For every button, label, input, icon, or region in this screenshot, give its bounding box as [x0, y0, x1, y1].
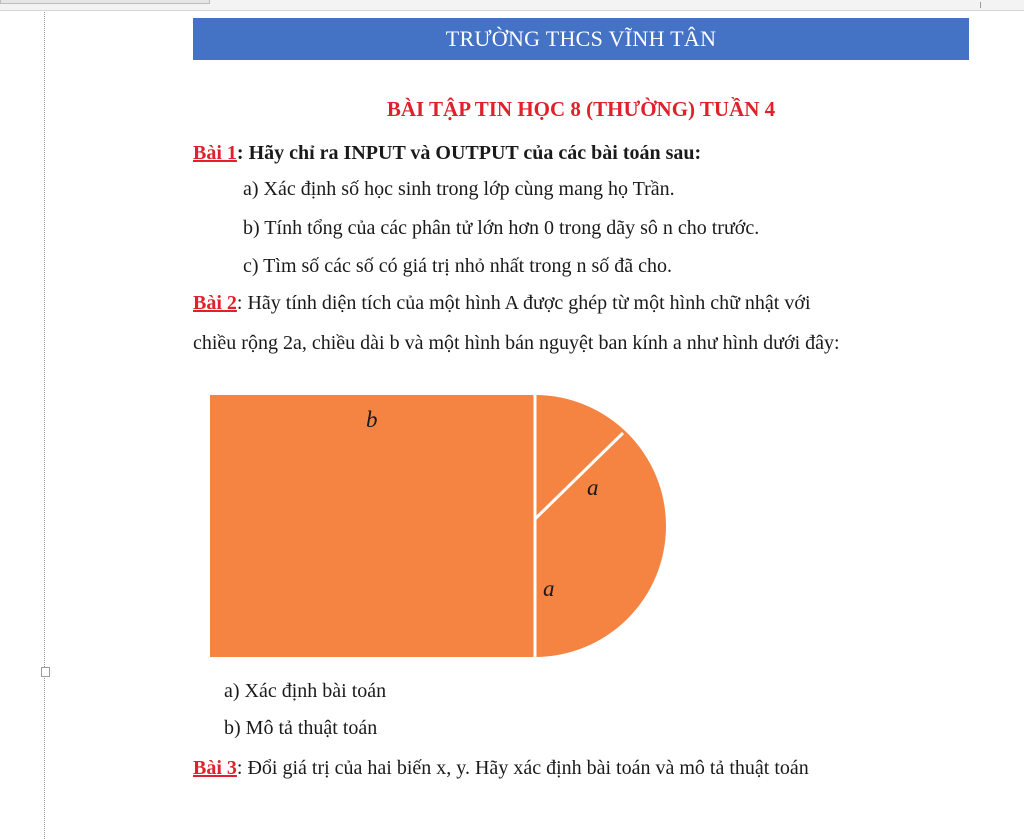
ruler-indent-marker[interactable] [0, 0, 210, 4]
bai1-label: Bài 1 [193, 142, 237, 164]
bai2-line-2: chiều rộng 2a, chiều dài b và một hình bán nguyệt ban kính a như hình dưới đây: [193, 332, 840, 354]
text-boundary-line [44, 12, 45, 839]
ruler-tick [980, 2, 981, 8]
label-b: b [366, 407, 378, 432]
bai1-item-a: a) Xác định số học sinh trong lớp cùng mang họ Trần. [243, 178, 675, 200]
composite-shape [210, 395, 666, 657]
bai1-item-b: b) Tính tổng của các phân tử lớn hơn 0 trong dãy sô n cho trước. [243, 217, 760, 239]
bai2-item-b: b) Mô tả thuật toán [224, 717, 378, 739]
page-title: BÀI TẬP TIN HỌC 8 (THƯỜNG) TUẦN 4 [386, 97, 776, 121]
bai3-line [193, 757, 809, 780]
bai3-text: : Đổi giá trị của hai biến x, y. Hãy xác định bài toán và mô tả thuật toán [236, 757, 809, 779]
bai2-line-1 [193, 292, 811, 315]
shape-figure [205, 390, 675, 665]
bai3-label: Bài 3 [193, 757, 237, 779]
bai1-item-c: c) Tìm số các số có giá trị nhỏ nhất trong n số đã cho. [243, 255, 672, 277]
bai1-heading: : Hãy chỉ ra INPUT và OUTPUT của các bài toán sau: [236, 142, 702, 164]
label-a-radius: a [587, 475, 599, 500]
bai2-label: Bài 2 [193, 292, 237, 314]
bai1-heading-line [193, 142, 701, 165]
label-a-height: a [543, 576, 555, 601]
bai2-text-1: : Hãy tính diện tích của một hình A được ghép từ một hình chữ nhật với [236, 292, 811, 314]
ruler-bar [0, 0, 1024, 11]
bai2-item-a: a) Xác định bài toán [224, 680, 387, 702]
school-banner: TRƯỜNG THCS VĨNH TÂN [193, 18, 969, 60]
object-anchor-handle[interactable] [41, 667, 50, 677]
